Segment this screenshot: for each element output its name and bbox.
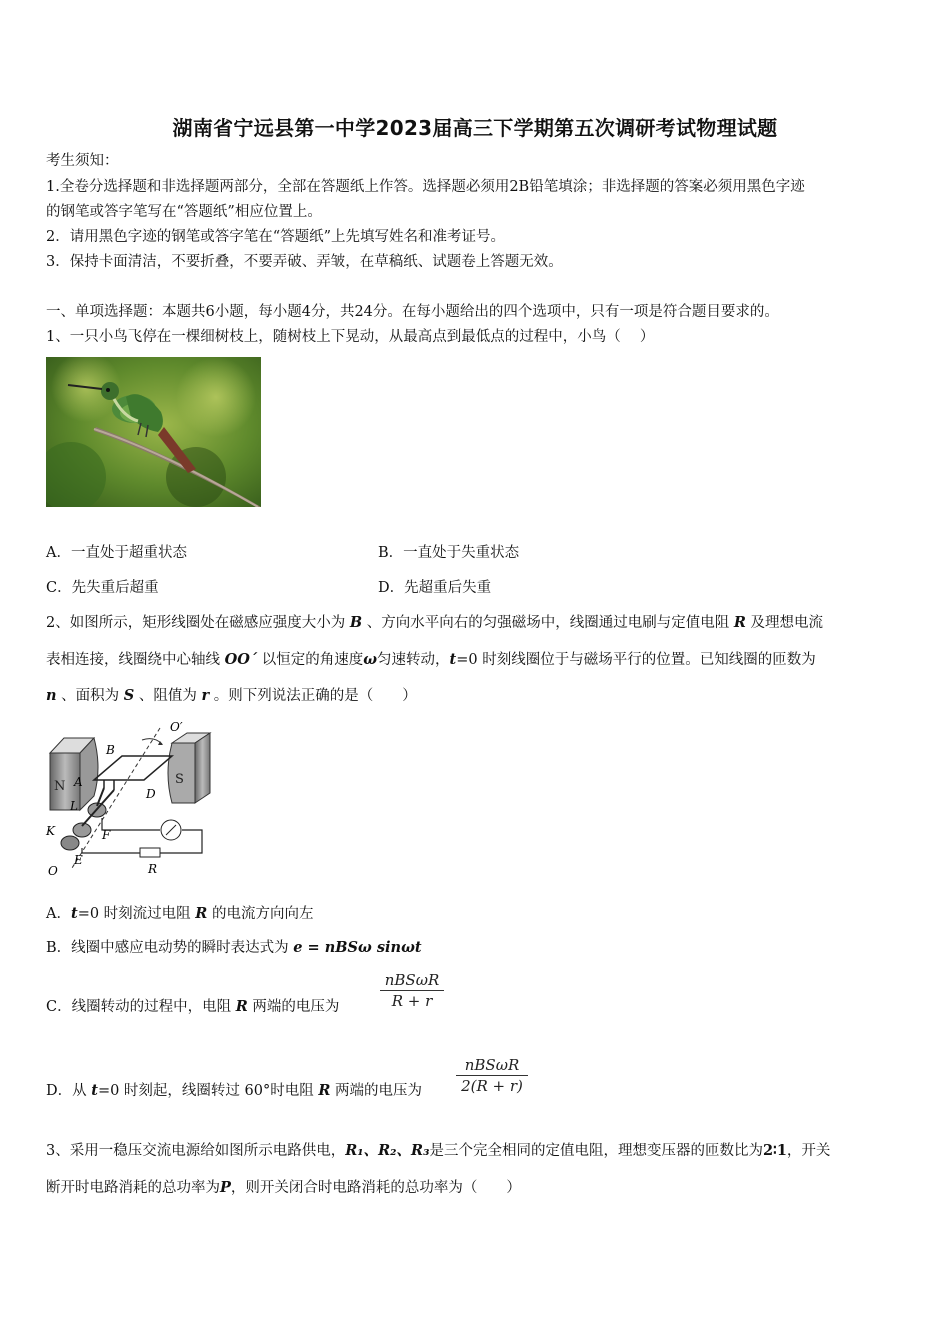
q2-stem-line-2: 表相连接，线圈绕中心轴线 OO´ 以恒定的角速度ω匀速转动，t=0 时刻线圈位于与磁场平行的位置。已知线圈的匝数为 xyxy=(46,651,816,668)
generator-diagram xyxy=(42,718,217,880)
q2-stem-line-3: n 、面积为 S 、阻值为 r 。则下列说法正确的是（ ） xyxy=(46,687,417,704)
label-o-prime: O′ xyxy=(170,720,183,734)
generator-figure xyxy=(42,718,217,880)
q2-option-d[interactable]: D．从 t=0 时刻起，线圈转过 60°时电阻 R 两端的电压为 xyxy=(46,1082,423,1099)
label-o: O xyxy=(48,864,58,878)
label-n: N xyxy=(54,779,66,794)
notice-item-1-line-2: 的钢笔或答字笔写在“答题纸”相应位置上。 xyxy=(46,204,322,220)
q2-option-c[interactable]: C．线圈转动的过程中，电阻 R 两端的电压为 xyxy=(46,998,340,1015)
q1-option-a[interactable]: A．一直处于超重状态 xyxy=(46,545,187,561)
label-r: R xyxy=(148,862,158,876)
q1-option-d[interactable]: D．先超重后失重 xyxy=(378,580,492,596)
label-s: S xyxy=(175,772,184,787)
notice-item-3: 3．保持卡面清洁，不要折叠，不要弄破、弄皱，在草稿纸、试题卷上答题无效。 xyxy=(46,254,563,270)
q1-stem: 1、一只小鸟飞停在一棵细树枝上，随树枝上下晃动，从最高点到最低点的过程中，小鸟（ ） xyxy=(46,329,655,345)
label-k: K xyxy=(46,824,55,838)
label-f: F xyxy=(102,828,111,842)
notice-item-1-line-1: 1.全卷分选择题和非选择题两部分，全部在答题纸上作答。选择题必须用2B铅笔填涂；非选择题的答案必须用黑色字迹 xyxy=(46,179,805,195)
label-a: A xyxy=(74,775,83,789)
q1-option-c[interactable]: C．先失重后超重 xyxy=(46,580,159,596)
q2-option-b[interactable]: B．线圈中感应电动势的瞬时表达式为 e = nBSω sinωt xyxy=(46,939,422,956)
q2-option-d-fraction: nBSωR 2(R + r) xyxy=(456,1056,528,1095)
q3-stem-line-2: 断开时电路消耗的总功率为P，则开关闭合时电路消耗的总功率为（ ） xyxy=(46,1179,521,1196)
label-e: E xyxy=(74,853,83,867)
notice-item-2: 2．请用黑色字迹的钢笔或答字笔在“答题纸”上先填写姓名和准考证号。 xyxy=(46,229,506,245)
page-title: 湖南省宁远县第一中学2023届高三下学期第五次调研考试物理试题 xyxy=(172,116,778,140)
label-b: B xyxy=(106,743,115,757)
label-l: L xyxy=(70,799,78,813)
section-1-heading: 一、单项选择题：本题共6小题，每小题4分，共24分。在每小题给出的四个选项中，只有一项是符合题目要求的。 xyxy=(46,304,779,320)
q2-stem-line-1: 2、如图所示，矩形线圈处在磁感应强度大小为 B 、方向水平向右的匀强磁场中，线圈通过电刷与定值电阻 R 及理想电流 xyxy=(46,614,823,631)
q1-option-b[interactable]: B．一直处于失重状态 xyxy=(378,545,520,561)
hummingbird-illustration xyxy=(46,357,261,507)
label-d: D xyxy=(146,787,156,801)
q2-option-c-fraction: nBSωR R + r xyxy=(380,971,444,1010)
notice-heading: 考生须知： xyxy=(46,153,119,169)
q3-stem-line-1: 3、采用一稳压交流电源给如图所示电路供电，R₁、R₂、R₃是三个完全相同的定值电阻，理想变压器的匝数比为2∶1，开关 xyxy=(46,1142,831,1159)
hummingbird-photo xyxy=(46,357,261,507)
q2-option-a[interactable]: A．t=0 时刻流过电阻 R 的电流方向向左 xyxy=(46,905,314,922)
